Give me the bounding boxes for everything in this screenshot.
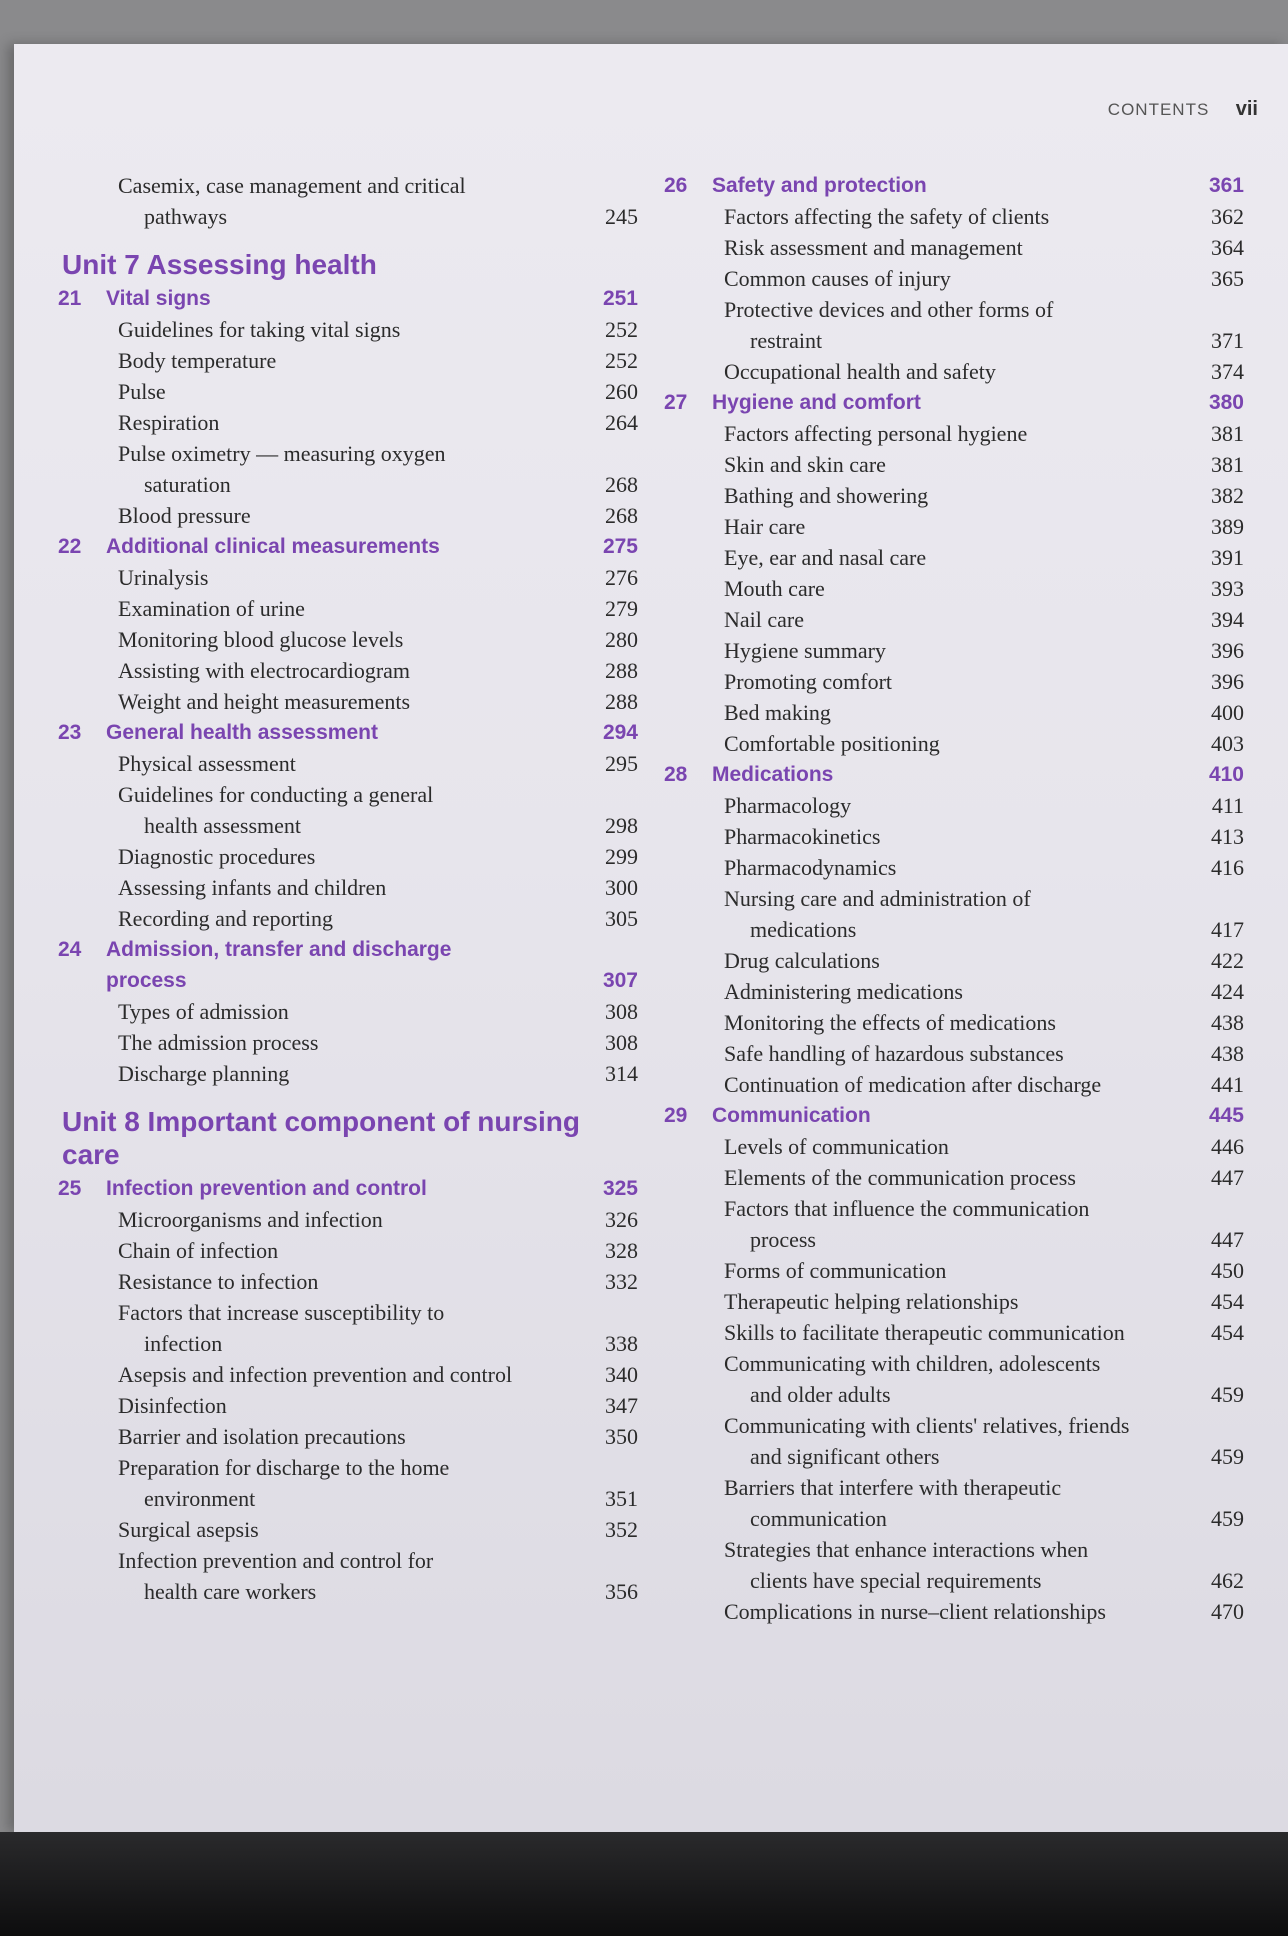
page-number: 381 bbox=[1211, 452, 1244, 477]
section-entry bbox=[58, 562, 638, 593]
section-title: Casemix, case management and critical bbox=[118, 173, 466, 198]
section-entry bbox=[58, 1421, 638, 1452]
section-title: Drug calculations bbox=[724, 948, 880, 973]
section-title: communication bbox=[750, 1506, 887, 1531]
section-entry bbox=[58, 1390, 638, 1421]
section-entry bbox=[664, 883, 1244, 914]
page-number: 438 bbox=[1211, 1041, 1244, 1066]
page-number: 338 bbox=[605, 1331, 638, 1356]
page-number: 308 bbox=[605, 1030, 638, 1055]
page-number: 462 bbox=[1211, 1568, 1244, 1593]
chapter-title: Infection prevention and control bbox=[106, 1177, 427, 1200]
section-entry bbox=[58, 170, 638, 201]
chapter-entry bbox=[664, 759, 1244, 790]
page-number: 400 bbox=[1211, 700, 1244, 725]
section-entry bbox=[664, 1379, 1244, 1410]
section-entry bbox=[664, 1131, 1244, 1162]
chapter-number: 24 bbox=[58, 938, 82, 961]
section-title: Protective devices and other forms of bbox=[724, 297, 1054, 322]
section-title: Pharmacodynamics bbox=[724, 855, 897, 880]
chapter-title: Admission, transfer and discharge bbox=[106, 938, 452, 961]
page-number: 447 bbox=[1211, 1165, 1244, 1190]
section-title: Elements of the communication process bbox=[724, 1165, 1076, 1190]
page-number: 300 bbox=[605, 875, 638, 900]
page-number: 393 bbox=[1211, 576, 1244, 601]
section-title: Surgical asepsis bbox=[118, 1517, 259, 1542]
chapter-entry bbox=[58, 717, 638, 748]
chapter-number: 26 bbox=[664, 174, 688, 197]
chapter-title: Vital signs bbox=[106, 287, 211, 310]
section-title: Monitoring the effects of medications bbox=[724, 1010, 1056, 1035]
section-entry bbox=[664, 1596, 1244, 1627]
page-number: 351 bbox=[605, 1486, 638, 1511]
section-title: Pharmacology bbox=[724, 793, 852, 818]
section-title: The admission process bbox=[118, 1030, 319, 1055]
section-title: Guidelines for taking vital signs bbox=[118, 317, 401, 342]
section-title: Eye, ear and nasal care bbox=[724, 545, 927, 570]
section-entry bbox=[58, 841, 638, 872]
section-entry bbox=[58, 624, 638, 655]
page-number: 422 bbox=[1211, 948, 1244, 973]
page-number: 411 bbox=[1211, 793, 1244, 818]
section-entry bbox=[58, 748, 638, 779]
page-number: 416 bbox=[1211, 855, 1244, 880]
page-number: 441 bbox=[1211, 1072, 1244, 1097]
section-entry bbox=[58, 810, 638, 841]
section-entry bbox=[58, 1266, 638, 1297]
page-number: 381 bbox=[1211, 421, 1244, 446]
section-title: Pulse oximetry — measuring oxygen bbox=[118, 441, 446, 466]
section-title: infection bbox=[144, 1331, 223, 1356]
section-entry bbox=[664, 821, 1244, 852]
section-title: health assessment bbox=[144, 813, 302, 838]
section-entry bbox=[664, 728, 1244, 759]
page-number: 264 bbox=[605, 410, 638, 435]
section-entry bbox=[664, 1193, 1244, 1224]
section-title: Hygiene summary bbox=[724, 638, 886, 663]
page-number: 251 bbox=[602, 287, 638, 310]
page-number: 280 bbox=[605, 627, 638, 652]
chapter-number: 28 bbox=[664, 763, 688, 786]
section-entry bbox=[58, 1576, 638, 1607]
section-title: Urinalysis bbox=[118, 565, 209, 590]
section-entry bbox=[58, 1452, 638, 1483]
page-number: 445 bbox=[1208, 1104, 1244, 1127]
section-entry bbox=[58, 872, 638, 903]
section-entry bbox=[664, 1224, 1244, 1255]
section-entry bbox=[664, 201, 1244, 232]
background-shadow bbox=[0, 1832, 1288, 1936]
section-title: Bathing and showering bbox=[724, 483, 929, 508]
section-entry bbox=[664, 1162, 1244, 1193]
page-number: 380 bbox=[1208, 391, 1244, 414]
section-entry bbox=[58, 903, 638, 934]
section-title: Pharmacokinetics bbox=[724, 824, 881, 849]
section-entry bbox=[58, 314, 638, 345]
section-title: Body temperature bbox=[118, 348, 277, 373]
section-title: Forms of communication bbox=[724, 1258, 947, 1283]
page-number: 361 bbox=[1208, 174, 1244, 197]
chapter-entry bbox=[664, 387, 1244, 418]
page-number: 347 bbox=[605, 1393, 638, 1418]
section-entry bbox=[664, 449, 1244, 480]
page-number: 314 bbox=[605, 1061, 638, 1086]
header-label: CONTENTS bbox=[1107, 100, 1210, 119]
section-entry bbox=[58, 1058, 638, 1089]
section-entry bbox=[664, 1503, 1244, 1534]
section-title: Communicating with clients' relatives, friends bbox=[724, 1413, 1130, 1438]
section-title: Factors that increase susceptibility to bbox=[118, 1300, 445, 1325]
page-number: 454 bbox=[1211, 1320, 1244, 1345]
section-title: Weight and height measurements bbox=[118, 689, 411, 714]
running-header bbox=[1108, 98, 1258, 121]
chapter-entry bbox=[58, 1173, 638, 1204]
section-title: Nursing care and administration of bbox=[724, 886, 1031, 911]
section-entry bbox=[58, 1297, 638, 1328]
section-entry bbox=[58, 1359, 638, 1390]
page-number: 447 bbox=[1211, 1227, 1244, 1252]
page-number: 294 bbox=[602, 721, 638, 744]
section-title: Promoting comfort bbox=[724, 669, 893, 694]
section-title: Levels of communication bbox=[724, 1134, 949, 1159]
chapter-entry bbox=[58, 283, 638, 314]
section-title: Barrier and isolation precautions bbox=[118, 1424, 406, 1449]
page-number: 438 bbox=[1211, 1010, 1244, 1035]
section-entry bbox=[58, 686, 638, 717]
chapter-entry bbox=[664, 170, 1244, 201]
page-number: 446 bbox=[1211, 1134, 1244, 1159]
section-title: environment bbox=[144, 1486, 256, 1511]
page-number: 288 bbox=[605, 689, 638, 714]
section-title: process bbox=[750, 1227, 816, 1252]
page-number: 279 bbox=[605, 596, 638, 621]
chapter-title: Safety and protection bbox=[712, 174, 927, 197]
section-entry bbox=[664, 1534, 1244, 1565]
page-number: 396 bbox=[1211, 669, 1244, 694]
section-title: Administering medications bbox=[724, 979, 963, 1004]
section-title: Factors affecting personal hygiene bbox=[724, 421, 1028, 446]
section-title: Chain of infection bbox=[118, 1238, 279, 1263]
page-number: 305 bbox=[605, 906, 638, 931]
section-entry bbox=[664, 1441, 1244, 1472]
chapter-title: Medications bbox=[712, 763, 834, 786]
unit-heading: Unit 7 Assessing health bbox=[62, 249, 377, 280]
section-entry bbox=[58, 1027, 638, 1058]
section-title: Preparation for discharge to the home bbox=[118, 1455, 450, 1480]
section-title: Bed making bbox=[724, 700, 831, 725]
chapter-title: Hygiene and comfort bbox=[712, 391, 921, 414]
section-entry bbox=[58, 1235, 638, 1266]
section-title: and older adults bbox=[750, 1382, 891, 1407]
section-entry bbox=[664, 1348, 1244, 1379]
section-entry bbox=[664, 1317, 1244, 1348]
section-entry bbox=[664, 1410, 1244, 1441]
page-number: 371 bbox=[1211, 328, 1244, 353]
page-number: 352 bbox=[605, 1517, 638, 1542]
section-entry bbox=[58, 1204, 638, 1235]
section-entry bbox=[664, 852, 1244, 883]
section-entry bbox=[664, 573, 1244, 604]
chapter-number: 29 bbox=[664, 1104, 688, 1127]
section-title: clients have special requirements bbox=[750, 1568, 1042, 1593]
page-number: 252 bbox=[605, 317, 638, 342]
contents-column-right bbox=[664, 170, 1244, 1627]
page-number: 268 bbox=[605, 503, 638, 528]
section-entry bbox=[664, 914, 1244, 945]
section-entry bbox=[58, 1483, 638, 1514]
section-title: Disinfection bbox=[118, 1393, 227, 1418]
section-entry bbox=[58, 438, 638, 469]
section-entry bbox=[58, 500, 638, 531]
section-title: Complications in nurse–client relationships bbox=[724, 1599, 1106, 1624]
page-number: 391 bbox=[1211, 545, 1244, 570]
chapter-title: process bbox=[106, 969, 187, 992]
section-title: Nail care bbox=[724, 607, 804, 632]
page-number: 374 bbox=[1211, 359, 1244, 384]
section-entry bbox=[664, 1565, 1244, 1596]
section-entry bbox=[58, 376, 638, 407]
section-entry bbox=[58, 469, 638, 500]
page-number: 308 bbox=[605, 999, 638, 1024]
page-number: 332 bbox=[605, 1269, 638, 1294]
page-number: 382 bbox=[1211, 483, 1244, 508]
section-entry bbox=[664, 666, 1244, 697]
section-title: Asepsis and infection prevention and control bbox=[118, 1362, 513, 1387]
section-entry bbox=[58, 593, 638, 624]
section-title: Continuation of medication after discharge bbox=[724, 1072, 1102, 1097]
page-number: 356 bbox=[605, 1579, 638, 1604]
section-title: Physical assessment bbox=[118, 751, 296, 776]
section-title: Infection prevention and control for bbox=[118, 1548, 434, 1573]
section-entry bbox=[58, 655, 638, 686]
section-title: Safe handling of hazardous substances bbox=[724, 1041, 1064, 1066]
section-entry bbox=[58, 407, 638, 438]
page-number: 396 bbox=[1211, 638, 1244, 663]
chapter-number: 22 bbox=[58, 535, 82, 558]
page-number: 307 bbox=[602, 969, 638, 992]
section-entry bbox=[58, 1328, 638, 1359]
section-entry bbox=[58, 779, 638, 810]
page-number: 389 bbox=[1211, 514, 1244, 539]
section-entry bbox=[664, 1255, 1244, 1286]
section-title: pathways bbox=[144, 204, 228, 229]
chapter-title: Communication bbox=[712, 1104, 871, 1127]
page-number: 413 bbox=[1211, 824, 1244, 849]
chapter-number: 25 bbox=[58, 1177, 82, 1200]
section-title: Respiration bbox=[118, 410, 220, 435]
section-entry bbox=[664, 263, 1244, 294]
section-entry bbox=[58, 996, 638, 1027]
section-entry bbox=[664, 1472, 1244, 1503]
page-number: 268 bbox=[605, 472, 638, 497]
section-title: restraint bbox=[750, 328, 823, 353]
section-title: Strategies that enhance interactions when bbox=[724, 1537, 1089, 1562]
section-title: Examination of urine bbox=[118, 596, 305, 621]
page-number: 459 bbox=[1211, 1444, 1244, 1469]
section-title: Assessing infants and children bbox=[118, 875, 387, 900]
section-entry bbox=[664, 294, 1244, 325]
page-number: 252 bbox=[605, 348, 638, 373]
section-entry bbox=[664, 1007, 1244, 1038]
page-number: 299 bbox=[605, 844, 638, 869]
page-number: 470 bbox=[1211, 1599, 1244, 1624]
section-entry bbox=[664, 790, 1244, 821]
section-entry bbox=[664, 1286, 1244, 1317]
section-entry bbox=[664, 697, 1244, 728]
section-entry bbox=[664, 325, 1244, 356]
section-title: Risk assessment and management bbox=[724, 235, 1023, 260]
chapter-title: Additional clinical measurements bbox=[106, 535, 440, 558]
page-number: 364 bbox=[1211, 235, 1244, 260]
section-title: Pulse bbox=[118, 379, 166, 404]
page-number: 326 bbox=[605, 1207, 638, 1232]
section-entry bbox=[664, 976, 1244, 1007]
page-number: 276 bbox=[605, 565, 638, 590]
section-entry bbox=[664, 418, 1244, 449]
page-number: 328 bbox=[605, 1238, 638, 1263]
section-entry bbox=[664, 635, 1244, 666]
page-number: 424 bbox=[1211, 979, 1244, 1004]
page-number: 340 bbox=[605, 1362, 638, 1387]
section-title: Occupational health and safety bbox=[724, 359, 996, 384]
page-number: 410 bbox=[1208, 763, 1244, 786]
page-number: 403 bbox=[1211, 731, 1244, 756]
section-entry bbox=[664, 356, 1244, 387]
page-number: 350 bbox=[605, 1424, 638, 1449]
section-title: Diagnostic procedures bbox=[118, 844, 316, 869]
contents-column-left bbox=[58, 170, 638, 1607]
chapter-entry bbox=[58, 934, 638, 965]
section-title: Factors that influence the communication bbox=[724, 1196, 1090, 1221]
section-title: saturation bbox=[144, 472, 231, 497]
section-entry bbox=[58, 201, 638, 232]
section-entry bbox=[58, 345, 638, 376]
section-title: Communicating with children, adolescents bbox=[724, 1351, 1101, 1376]
section-title: Skin and skin care bbox=[724, 452, 886, 477]
page-number: 325 bbox=[602, 1177, 638, 1200]
section-entry bbox=[664, 480, 1244, 511]
section-entry bbox=[664, 1038, 1244, 1069]
chapter-entry bbox=[664, 1100, 1244, 1131]
unit-heading: Unit 8 Important component of nursing care bbox=[62, 1106, 580, 1170]
section-entry bbox=[58, 1545, 638, 1576]
section-title: Skills to facilitate therapeutic communication bbox=[724, 1320, 1125, 1345]
section-title: Factors affecting the safety of clients bbox=[724, 204, 1050, 229]
section-title: Therapeutic helping relationships bbox=[724, 1289, 1019, 1314]
section-title: medications bbox=[750, 917, 857, 942]
section-title: health care workers bbox=[144, 1579, 317, 1604]
page-number: 459 bbox=[1211, 1506, 1244, 1531]
page-number: 362 bbox=[1211, 204, 1244, 229]
section-title: Microorganisms and infection bbox=[118, 1207, 383, 1232]
chapter-title: General health assessment bbox=[106, 721, 378, 744]
chapter-number: 21 bbox=[58, 287, 82, 310]
page-number: 450 bbox=[1211, 1258, 1244, 1283]
section-entry bbox=[664, 945, 1244, 976]
page-number: 295 bbox=[605, 751, 638, 776]
chapter-entry bbox=[58, 965, 638, 996]
section-entry bbox=[664, 511, 1244, 542]
page-number: 459 bbox=[1211, 1382, 1244, 1407]
section-title: Hair care bbox=[724, 514, 806, 539]
section-entry bbox=[664, 604, 1244, 635]
section-title: Types of admission bbox=[118, 999, 289, 1024]
section-title: Comfortable positioning bbox=[724, 731, 940, 756]
page-number: 288 bbox=[605, 658, 638, 683]
chapter-number: 27 bbox=[664, 391, 688, 414]
section-entry bbox=[58, 1514, 638, 1545]
page-number: 365 bbox=[1211, 266, 1244, 291]
section-title: Assisting with electrocardiogram bbox=[118, 658, 411, 683]
section-entry bbox=[664, 542, 1244, 573]
section-title: Resistance to infection bbox=[118, 1269, 319, 1294]
page-number: 245 bbox=[605, 204, 638, 229]
section-title: Common causes of injury bbox=[724, 266, 951, 291]
section-title: Mouth care bbox=[724, 576, 825, 601]
section-title: Discharge planning bbox=[118, 1061, 290, 1086]
page-number: 275 bbox=[602, 535, 638, 558]
chapter-entry bbox=[58, 531, 638, 562]
section-entry bbox=[664, 1069, 1244, 1100]
section-title: Blood pressure bbox=[118, 503, 251, 528]
page-number: 298 bbox=[605, 813, 638, 838]
section-entry bbox=[664, 232, 1244, 263]
section-title: Barriers that interfere with therapeutic bbox=[724, 1475, 1062, 1500]
page-number: 454 bbox=[1211, 1289, 1244, 1314]
section-title: Monitoring blood glucose levels bbox=[118, 627, 404, 652]
page-number: 260 bbox=[605, 379, 638, 404]
section-title: and significant others bbox=[750, 1444, 940, 1469]
section-title: Recording and reporting bbox=[118, 906, 334, 931]
section-title: Guidelines for conducting a general bbox=[118, 782, 434, 807]
chapter-number: 23 bbox=[58, 721, 82, 744]
header-page-number: vii bbox=[1235, 98, 1258, 120]
page-number: 394 bbox=[1211, 607, 1244, 632]
page-number: 417 bbox=[1211, 917, 1244, 942]
